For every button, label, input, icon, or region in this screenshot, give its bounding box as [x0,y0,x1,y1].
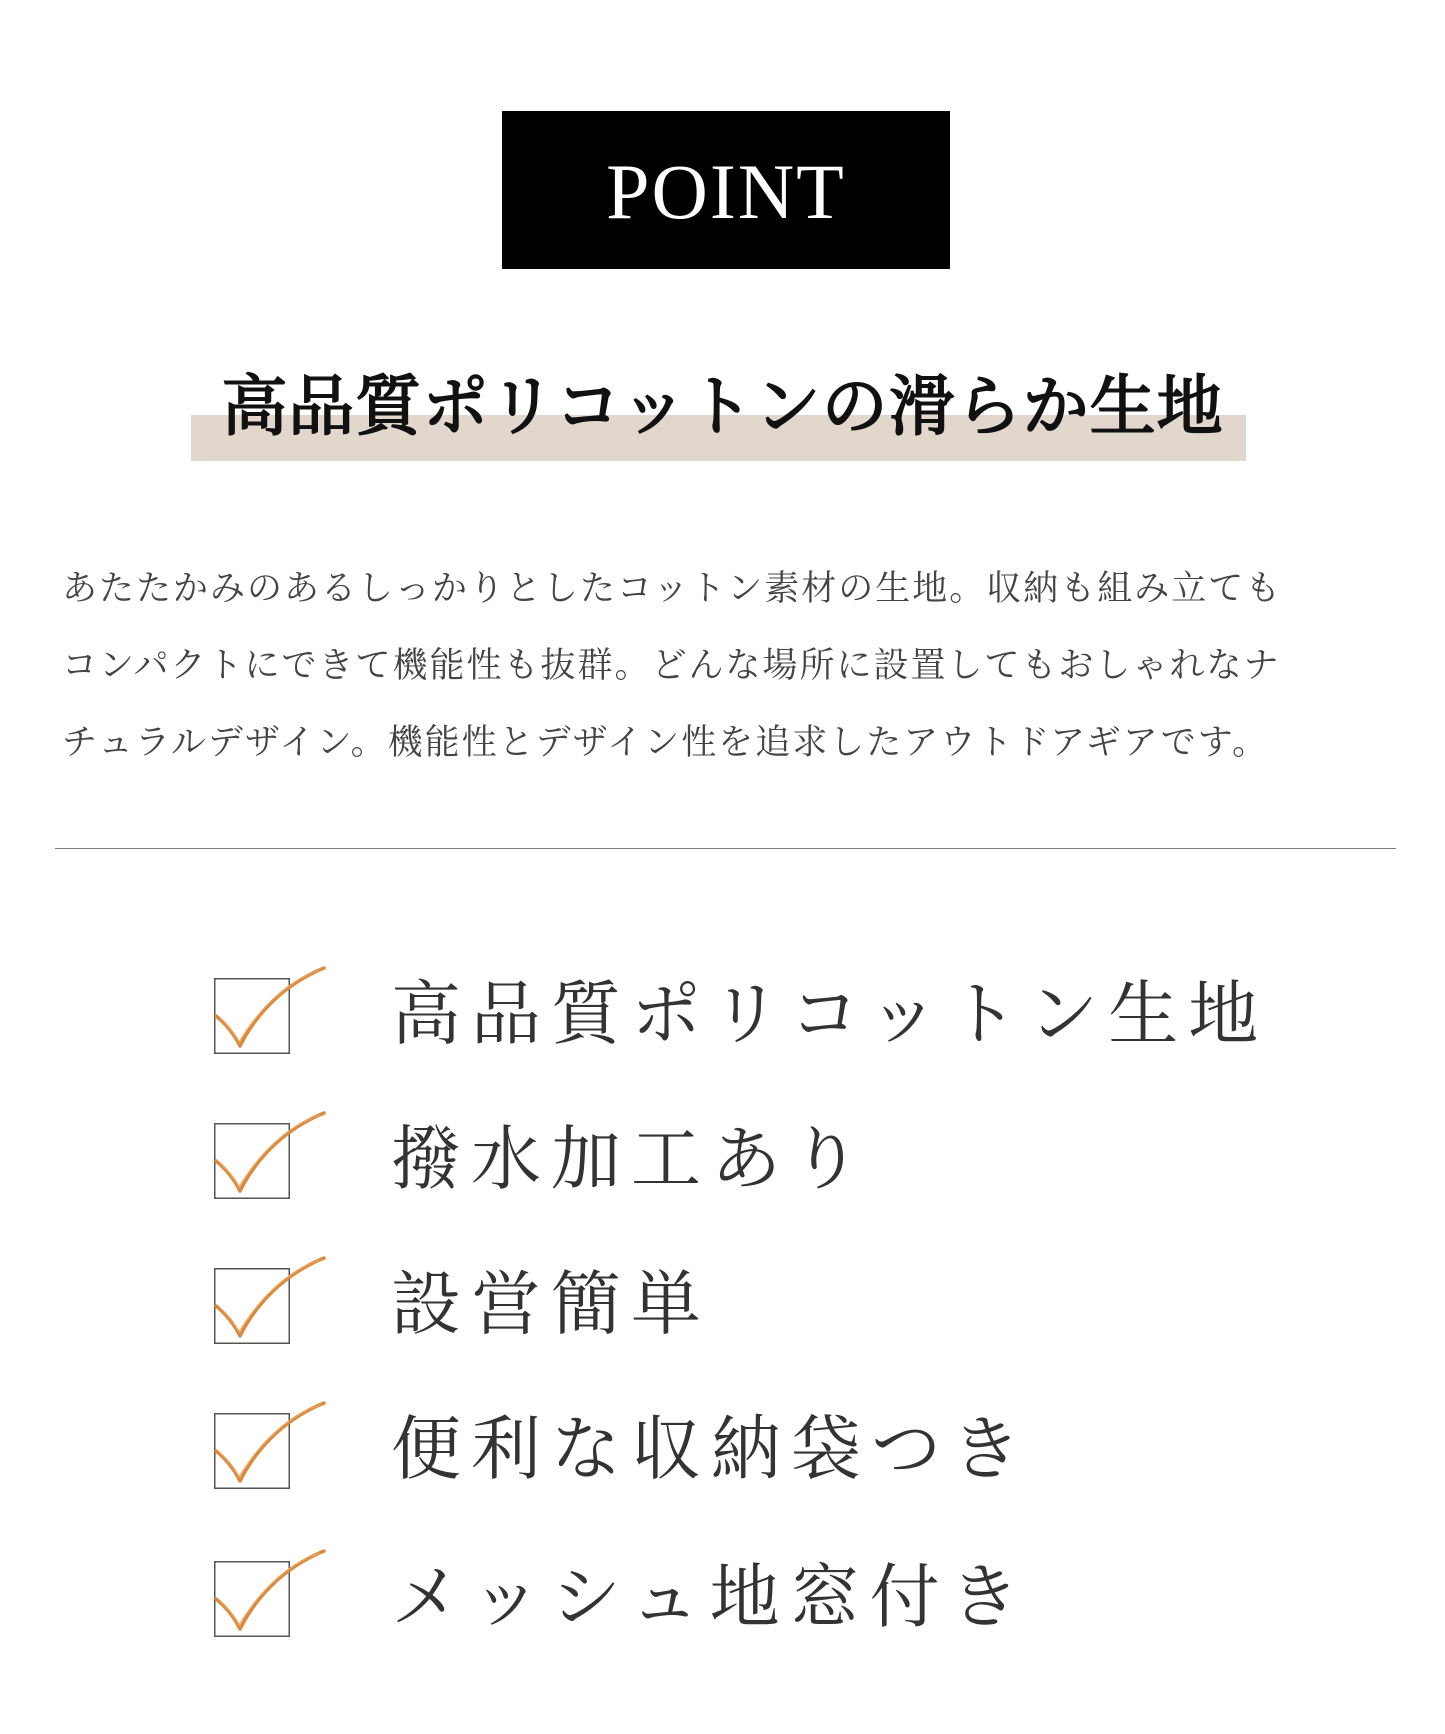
description-line: チュラルデザイン。機能性とデザイン性を追求したアウトドアギアです。 [62,723,1270,763]
feature-item [0,1105,1445,1215]
feature-label: メッシュ地窓付き [391,1556,1030,1638]
section-divider [55,848,1396,849]
point-badge [502,111,950,269]
feature-item [0,1543,1445,1653]
headline [0,360,1445,470]
feature-item [0,1250,1445,1360]
checkbox-checked-icon [214,1561,290,1637]
headline-title: 高品質ポリコットンの滑らか生地 [221,367,1224,445]
feature-label: 高品質ポリコットン生地 [391,973,1269,1055]
point-badge-label: POINT [606,148,846,235]
description [62,551,1397,782]
checkbox-checked-icon [214,1123,290,1199]
checkbox-checked-icon [214,1413,290,1489]
checkbox-checked-icon [214,978,290,1054]
description-line: あたたかみのあるしっかりとしたコットン素材の生地。収納も組み立ても [62,569,1283,609]
description-line: コンパクトにできて機能性も抜群。どんな場所に設置してもおしゃれなナ [62,646,1281,686]
checkbox-checked-icon [214,1268,290,1344]
feature-label: 設営簡単 [391,1263,711,1345]
feature-item [0,960,1445,1070]
feature-item [0,1395,1445,1505]
feature-label: 撥水加工あり [391,1118,871,1200]
feature-label: 便利な収納袋つき [391,1408,1031,1490]
